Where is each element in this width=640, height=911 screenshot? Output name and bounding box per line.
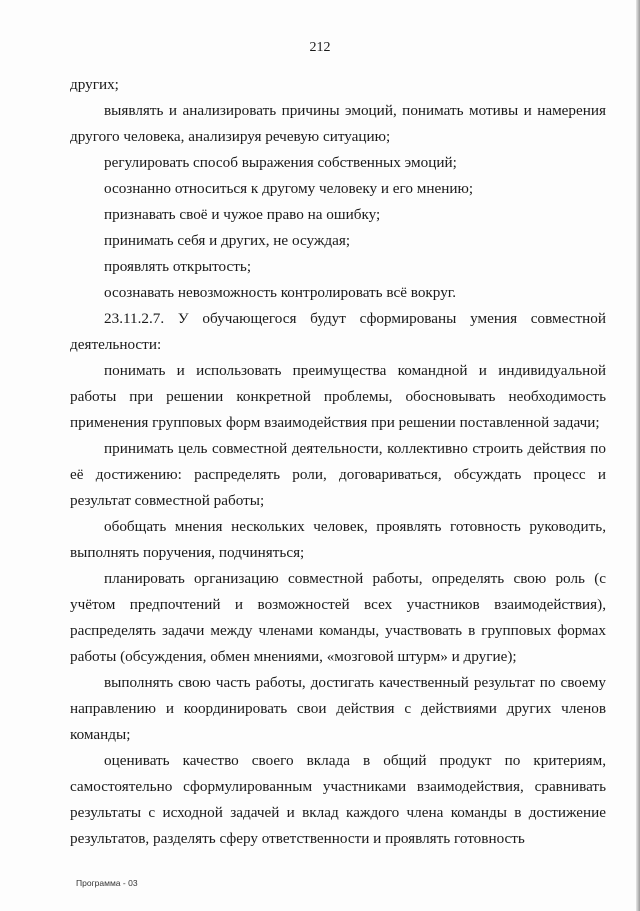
paragraph: оценивать качество своего вклада в общий продукт по критериям, самостоятельно сформулированным участниками взаимодействия, сравнивать результаты с исходной задачей и вклад каждого члена команды в достижение результатов, разделять сферу ответственности и проявлять готовность (70, 752, 606, 847)
paragraph: регулировать способ выражения собственных эмоций; (104, 154, 457, 171)
paragraph: понимать и использовать преимущества командной и индивидуальной работы при решении конкретной проблемы, обосновывать необходимость применения групповых форм взаимодействия при решении поставленной задачи; (70, 362, 606, 431)
paragraph: признавать своё и чужое право на ошибку; (104, 206, 381, 223)
paragraph: принимать себя и других, не осуждая; (104, 232, 351, 249)
paragraph: выполнять свою часть работы, достигать качественный результат по своему направлению и координировать свои действия с действиями других членов команды; (70, 674, 606, 743)
paragraph: планировать организацию совместной работы, определять свою роль (с учётом предпочтений и возможностей всех участников взаимодействия), распределять задачи между членами команды, участвовать в групповых формах работы (обсуждения, обмен мнениями, «мозговой штурм» и другие); (70, 570, 606, 665)
page-footer: Программа - 03 (76, 878, 138, 888)
document-body (70, 72, 606, 852)
paragraph: осознанно относиться к другому человеку и его мнению; (104, 180, 474, 197)
section-heading-paragraph: 23.11.2.7. У обучающегося будут сформированы умения совместной деятельности: (70, 310, 606, 353)
paragraph: выявлять и анализировать причины эмоций, понимать мотивы и намерения другого человека, анализируя речевую ситуацию; (70, 102, 606, 145)
scan-edge (636, 0, 640, 911)
paragraph: принимать цель совместной деятельности, коллективно строить действия по её достижению: распределять роли, договариваться, обсуждать процесс и результат совместной работы; (70, 440, 606, 509)
paragraph: проявлять открытость; (104, 258, 252, 275)
page-number: 212 (309, 40, 331, 55)
paragraph: обобщать мнения нескольких человек, проявлять готовность руководить, выполнять поручения, подчиняться; (70, 518, 606, 561)
paragraph: осознавать невозможность контролировать всё вокруг. (104, 284, 457, 301)
paragraph: других; (70, 76, 119, 93)
